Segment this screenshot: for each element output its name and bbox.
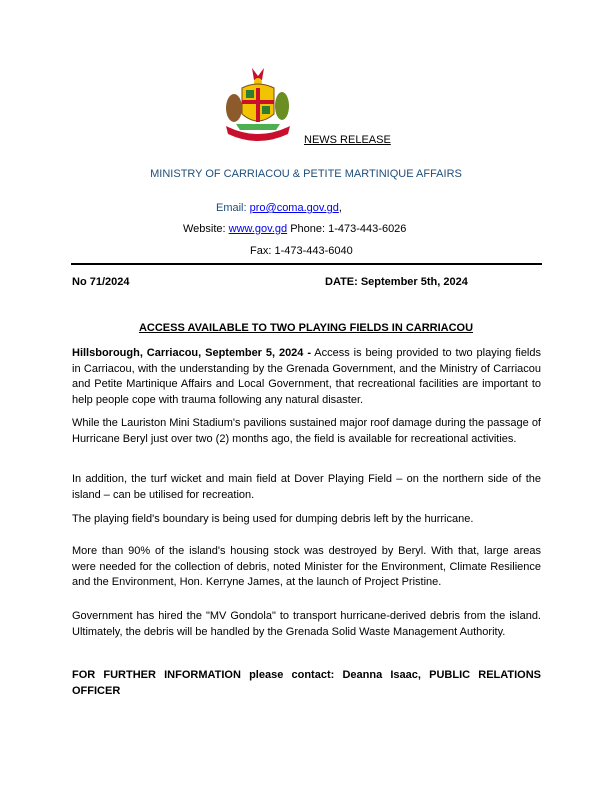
contact-info: FOR FURTHER INFORMATION please contact: Deanna Isaac, PUBLIC RELATIONS OFFICER bbox=[72, 669, 541, 697]
paragraph-1 bbox=[72, 346, 541, 408]
website-line bbox=[183, 223, 406, 236]
coat-of-arms-emblem bbox=[222, 66, 294, 148]
ministry-name: MINISTRY OF CARRIACOU & PETITE MARTINIQUE AFFAIRS bbox=[150, 168, 462, 180]
paragraph-1-text: Access is being provided to two playing fields in Carriacou, with the understanding by the Grenada Government, and the Ministry of Carriacou and Petite Martinique Affairs and Local Government, that recreational facilities are important to help people cope with trauma following any natural disaster. bbox=[72, 347, 541, 406]
email-suffix: , bbox=[338, 202, 342, 214]
paragraph-3: In addition, the turf wicket and main field at Dover Playing Field – on the northern side of the island – can be utilised for recreation. bbox=[72, 473, 541, 501]
email-link[interactable]: pro@coma.gov.gd bbox=[249, 202, 339, 214]
news-release-heading: NEWS RELEASE bbox=[304, 134, 391, 146]
website-label: Website: bbox=[183, 223, 226, 235]
website-link[interactable]: www.gov.gd bbox=[228, 223, 288, 235]
release-number: No 71/2024 bbox=[72, 276, 130, 288]
dateline: Hillsborough, Carriacou, September 5, 2024 - bbox=[72, 347, 311, 359]
release-date: DATE: September 5th, 2024 bbox=[325, 276, 468, 288]
paragraph-5: More than 90% of the island's housing stock was destroyed by Beryl. With that, large areas were needed for the collection of debris, noted Minister for the Environment, Climate Resilience and the Environment, Hon. Kerryne James, at the launch of Project Pristine. bbox=[72, 545, 541, 589]
paragraph-6: Government has hired the "MV Gondola" to transport hurricane-derived debris from the island. Ultimately, the debris will be handled by the Grenada Solid Waste Management Authority. bbox=[72, 610, 541, 638]
paragraph-4: The playing field's boundary is being used for dumping debris left by the hurricane. bbox=[72, 513, 474, 525]
email-line bbox=[216, 202, 342, 215]
article-title: ACCESS AVAILABLE TO TWO PLAYING FIELDS IN CARRIACOU bbox=[138, 322, 474, 334]
header-divider bbox=[71, 263, 542, 265]
phone-number: Phone: 1-473-443-6026 bbox=[290, 223, 407, 235]
paragraph-2: While the Lauriston Mini Stadium's pavilions sustained major roof damage during the passage of Hurricane Beryl just over two (2) months ago, the field is available for recreational activities. bbox=[72, 417, 541, 445]
email-label: Email: bbox=[216, 202, 247, 214]
fax-number: Fax: 1-473-443-6040 bbox=[250, 245, 353, 257]
